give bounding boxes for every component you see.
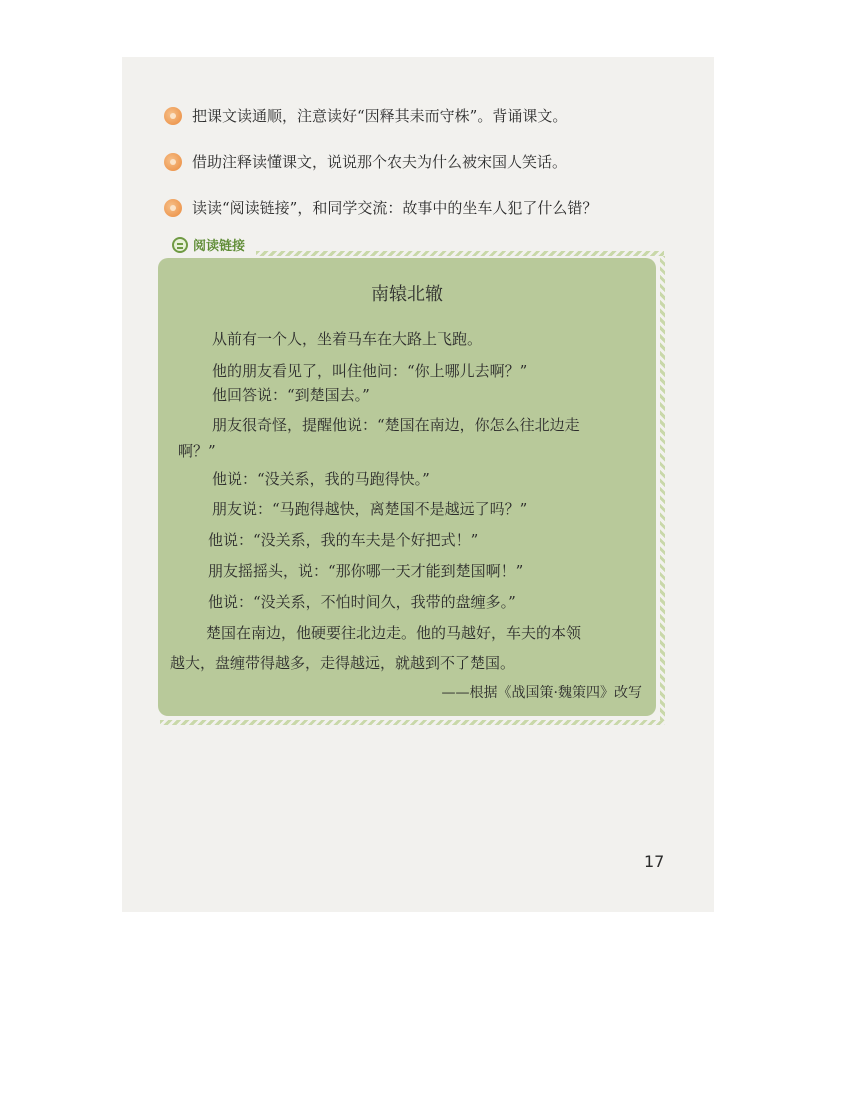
question-text: 把课文读通顺，注意读好“因释其耒而守株”。背诵课文。 xyxy=(192,107,568,125)
decorative-stripe xyxy=(160,720,665,725)
bullet-icon xyxy=(164,107,182,125)
reading-link-label: 阅读链接 xyxy=(193,239,246,254)
bullet-icon xyxy=(164,153,182,171)
reading-link-header xyxy=(172,235,245,254)
bullet-icon xyxy=(164,199,182,217)
reading-link-icon xyxy=(172,237,188,253)
story-paragraph: 从前有一个人，坐着马车在大路上飞跑。 xyxy=(212,330,483,348)
question-text: 借助注释读懂课文，说说那个农夫为什么被宋国人笑话。 xyxy=(192,153,568,171)
question-item xyxy=(164,196,664,219)
question-item xyxy=(164,104,664,127)
reading-link-box xyxy=(158,258,656,716)
story-paragraph: 他说：“没关系，我的车夫是个好把式！” xyxy=(208,531,479,549)
story-paragraph: 朋友说：“马跑得越快，离楚国不是越远了吗？” xyxy=(212,500,528,518)
story-paragraph: 他说：“没关系，不怕时间久，我带的盘缠多。” xyxy=(208,593,516,611)
story-paragraph: 他的朋友看见了，叫住他问：“你上哪儿去啊？” xyxy=(212,362,528,380)
question-list xyxy=(164,104,664,242)
story-paragraph: 楚国在南边，他硬要往北边走。他的马越好，车夫的本领 xyxy=(206,624,582,642)
page-number: 17 xyxy=(644,852,665,871)
question-text: 读读“阅读链接”，和同学交流：故事中的坐车人犯了什么错？ xyxy=(192,199,598,217)
story-paragraph: 朋友摇摇头，说：“那你哪一天才能到楚国啊！” xyxy=(208,562,524,580)
story-paragraph: 啊？” xyxy=(178,442,216,460)
story-title: 南辕北辙 xyxy=(371,284,443,305)
story-paragraph: 他回答说：“到楚国去。” xyxy=(212,386,370,404)
story-paragraph: 他说：“没关系，我的马跑得快。” xyxy=(212,470,430,488)
decorative-stripe xyxy=(256,251,664,256)
story-source: ——根据《战国策·魏策四》改写 xyxy=(441,685,642,701)
story-paragraph: 朋友很奇怪，提醒他说：“楚国在南边，你怎么往北边走 xyxy=(212,416,580,434)
story-paragraph: 越大，盘缠带得越多，走得越远，就越到不了楚国。 xyxy=(170,654,516,672)
question-item xyxy=(164,150,664,173)
